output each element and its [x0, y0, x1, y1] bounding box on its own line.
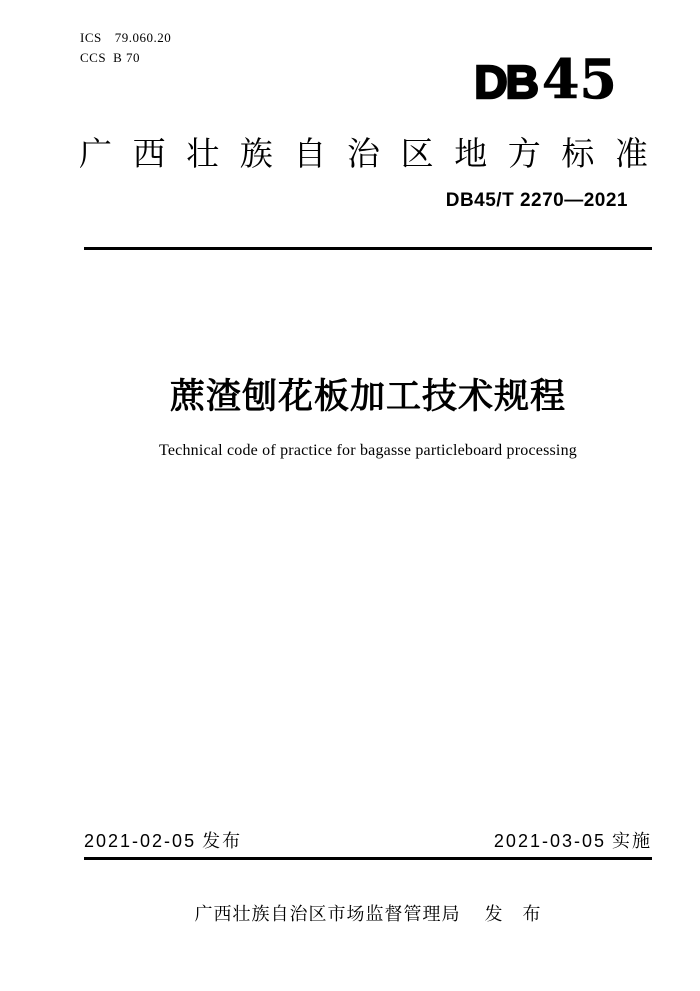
- publisher-name: 广西壮族自治区市场监督管理局: [194, 904, 461, 924]
- logo-region-number: 45: [541, 47, 617, 111]
- ics-code-line: [80, 28, 171, 48]
- ccs-code-line: [80, 48, 171, 68]
- implement-date-group: [494, 830, 652, 852]
- issue-date-group: [84, 830, 242, 852]
- implement-date: 2021-03-05: [493, 831, 606, 851]
- publish-label: 发 布: [484, 904, 542, 924]
- dates-row: [84, 830, 652, 852]
- ics-label: ICS: [80, 30, 102, 45]
- bottom-rule-divider: [84, 857, 652, 860]
- publisher-line: [84, 902, 652, 926]
- standard-number: DB45/T 2270—2021: [445, 190, 628, 211]
- main-title: 蔗渣刨花板加工技术规程: [169, 377, 566, 416]
- region-standard-title: 广西壮族自治区地方标准: [79, 135, 648, 172]
- english-subtitle: Technical code of practice for bagasse particleboard processing: [159, 442, 577, 459]
- ccs-label: CCS: [80, 50, 107, 65]
- implement-label: 实施: [612, 831, 652, 851]
- logo-db-text: DB: [474, 56, 537, 108]
- top-rule-divider: [84, 247, 652, 250]
- ics-value: 79.060.20: [114, 30, 172, 45]
- issue-label: 发布: [202, 831, 243, 851]
- db45-logo: [474, 47, 617, 111]
- classification-codes: [80, 28, 171, 68]
- issue-date: 2021-02-05: [84, 831, 197, 851]
- ccs-value: B 70: [113, 50, 140, 65]
